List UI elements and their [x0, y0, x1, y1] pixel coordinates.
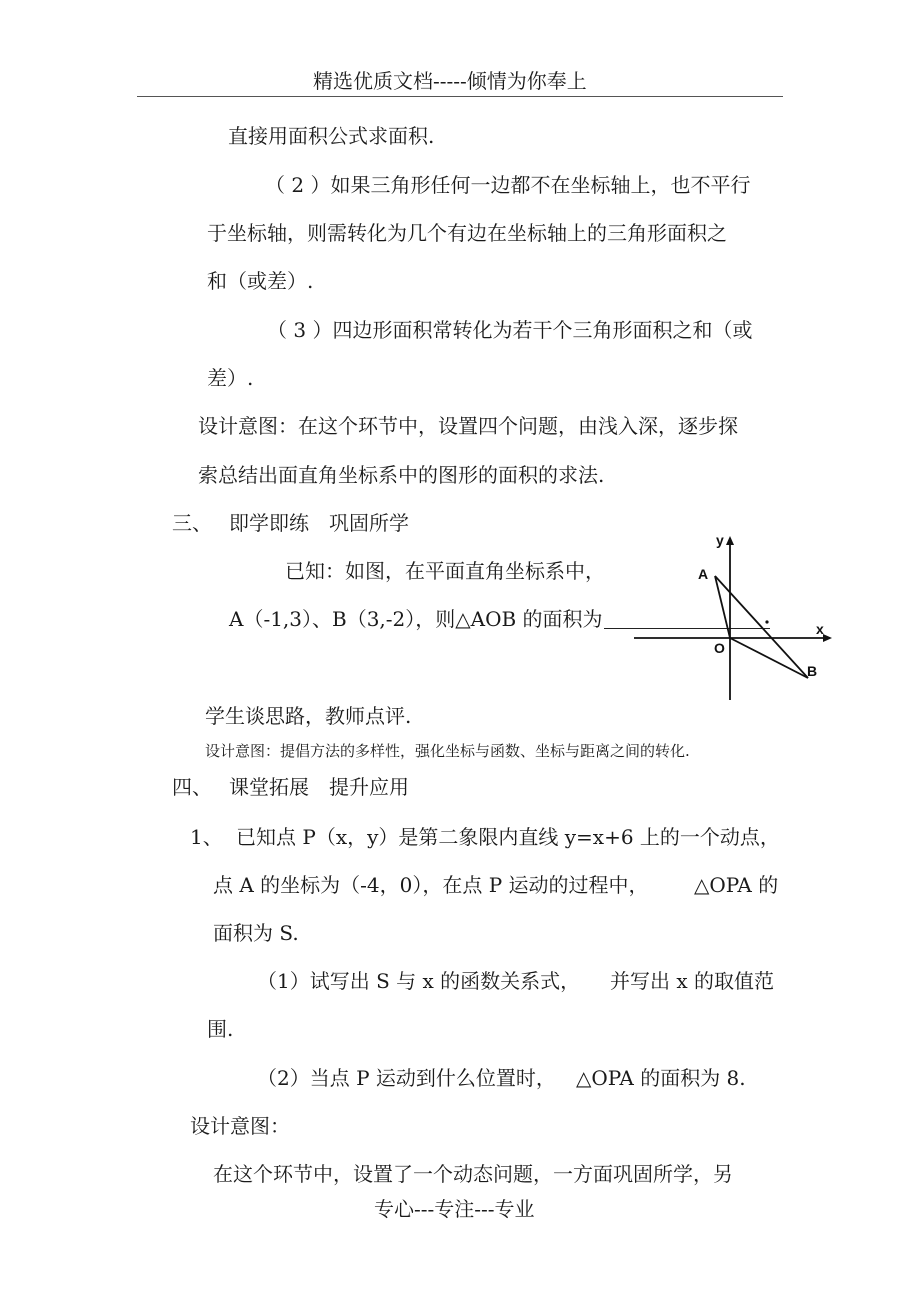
sub-question: △OPA 的面积为 8.	[576, 1066, 746, 1090]
origin-label: O	[714, 640, 725, 656]
y-axis-label: y	[716, 532, 724, 548]
text-line: 直接用面积公式求面积.	[228, 124, 435, 148]
text-line: 差）.	[207, 366, 254, 390]
section-number: 三、	[172, 511, 212, 535]
point-a-label: A	[698, 566, 709, 582]
section-number: 四、	[172, 775, 212, 799]
text-line: （ 2 ）如果三角形任何一边都不在坐标轴上，也不平行	[265, 173, 751, 197]
text-line: （ 3 ）四边形面积常转化为若干个三角形面积之和（或	[267, 318, 753, 342]
intersection-dot	[765, 620, 768, 623]
section-title: 课堂拓展 提升应用	[229, 775, 409, 799]
y-axis-arrow	[726, 536, 734, 545]
question-text: △OPA 的	[694, 873, 779, 897]
text-line: 于坐标轴，则需转化为几个有边在坐标轴上的三角形面积之	[207, 221, 727, 245]
text-line: 索总结出面直角坐标系中的图形的面积的求法.	[198, 463, 605, 487]
page-footer: 专心---专注---专业	[374, 1197, 535, 1221]
x-axis-arrow	[823, 634, 832, 642]
question-text: 面积为 S.	[213, 921, 299, 945]
problem-text: 已知：如图，在平面直角坐标系中，	[285, 559, 605, 583]
segment-ob	[730, 638, 808, 678]
sub-question: 围.	[207, 1017, 234, 1041]
design-intent-note: 设计意图：提倡方法的多样性，强化坐标与函数、坐标与距离之间的转化.	[205, 742, 690, 760]
text-line: 设计意图：在这个环节中，设置四个问题，由浅入深，逐步探	[198, 414, 738, 438]
question-text: 点 A 的坐标为（-4，0），在点 P 运动的过程中，	[213, 873, 649, 897]
section-title: 即学即练 巩固所学	[229, 511, 409, 535]
problem-text: A（-1,3）、B（3,-2），则△AOB 的面积为	[229, 607, 603, 631]
x-axis-label: x	[816, 621, 824, 637]
header-rule	[137, 96, 783, 97]
design-intent-label: 设计意图：	[190, 1114, 290, 1138]
text-line: 学生谈思路，教师点评.	[205, 704, 412, 728]
page-header-title: 精选优质文档-----倾情为你奉上	[313, 69, 587, 93]
sub-question: （1）试写出 S 与 x 的函数关系式，	[257, 969, 581, 993]
coordinate-figure	[620, 528, 850, 708]
text-line: 和（或差）.	[207, 269, 314, 293]
text-line: 在这个环节中，设置了一个动态问题，一方面巩固所学，另	[213, 1162, 733, 1186]
question-text: 已知点 P（x，y）是第二象限内直线 y=x+6 上的一个动点，	[236, 825, 780, 849]
sub-question: 并写出 x 的取值范	[610, 969, 774, 993]
question-number: 1、	[190, 825, 223, 849]
sub-question: （2）当点 P 运动到什么位置时，	[257, 1066, 556, 1090]
point-b-label: B	[807, 663, 818, 679]
segment-ab	[715, 576, 808, 678]
